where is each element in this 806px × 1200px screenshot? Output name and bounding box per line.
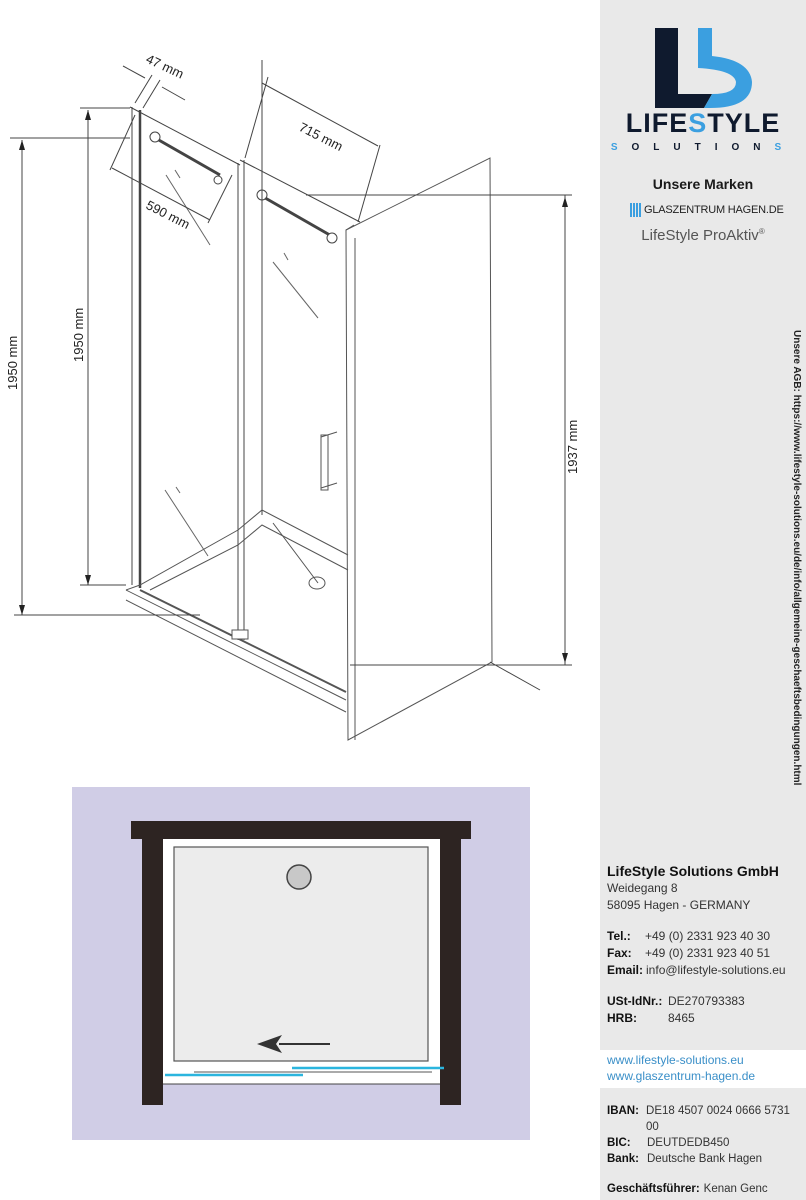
top-rail <box>130 107 360 243</box>
tel-label: Tel.: <box>607 929 631 943</box>
agb-text[interactable]: Unsere AGB: https://www.lifestyle-solutions.eu/de/info/allgemeine-geschaeftsbedingungen.html <box>791 330 802 786</box>
logo-wordmark: LIFESTYLE <box>625 108 781 138</box>
hrb-row <box>607 1010 802 1027</box>
vat-label: USt-IdNr.: <box>607 994 663 1008</box>
agb-link[interactable] <box>788 330 802 786</box>
bank-row <box>607 1151 802 1167</box>
glass-reflections <box>165 170 318 556</box>
hrb-label: HRB: <box>607 1011 637 1025</box>
tel-row <box>607 928 802 945</box>
glaszentrum-logo-icon <box>630 203 641 217</box>
iban-label: IBAN: <box>607 1105 639 1117</box>
door-frame <box>132 107 262 640</box>
dim-1950mm-inner: 1950 mm <box>71 307 86 362</box>
fax-row <box>607 945 802 962</box>
shower-tray <box>126 510 348 712</box>
door-handle <box>321 432 337 490</box>
email-label: Email: <box>607 963 644 977</box>
fax-label: Fax: <box>607 946 632 960</box>
company-name: LifeStyle Solutions GmbH <box>607 863 779 879</box>
brand-proaktiv <box>600 227 806 244</box>
company-city: 58095 Hagen - GERMANY <box>607 898 751 912</box>
iban-row <box>607 1103 802 1135</box>
websites <box>600 1050 806 1088</box>
hrb-value: 8465 <box>668 1011 695 1025</box>
brands-title: Unsere Marken <box>652 176 754 192</box>
dim-590mm: 590 mm <box>143 197 193 232</box>
bank-info <box>607 1103 802 1197</box>
bank-value: Deutsche Bank Hagen <box>647 1153 763 1165</box>
ceo-label: Geschäftsführer: <box>607 1183 700 1195</box>
dim-47mm: 47 mm <box>143 51 187 82</box>
iban-value: DE18 4507 0024 0666 5731 00 <box>646 1105 790 1133</box>
ceo-value: Kenan Genc <box>703 1183 768 1195</box>
brand-proaktiv-label: LifeStyle ProAktiv <box>641 227 759 244</box>
floor-plan <box>72 787 530 1140</box>
email-row <box>607 962 802 979</box>
vat-row <box>607 993 802 1010</box>
website-link-glaszentrum[interactable]: www.glaszentrum-hagen.de <box>607 1069 756 1083</box>
bic-value: DEUTDEDB450 <box>647 1137 730 1149</box>
bic-row <box>607 1135 802 1151</box>
email-value[interactable]: info@lifestyle-solutions.eu <box>646 963 786 977</box>
lifestyle-solutions-logo <box>600 20 806 160</box>
tel-value[interactable]: +49 (0) 2331 923 40 30 <box>645 929 771 943</box>
dim-1937mm: 1937 mm <box>565 419 580 474</box>
dim-1950mm-outer: 1950 mm <box>5 335 20 390</box>
shower-technical-drawing <box>0 0 600 760</box>
brand-glaszentrum-label: GLASZENTRUM HAGEN.DE <box>644 204 784 216</box>
website-link-lifestyle[interactable]: www.lifestyle-solutions.eu <box>607 1053 744 1067</box>
side-panel <box>346 158 492 740</box>
company-street: Weidegang 8 <box>607 881 678 895</box>
drain-icon <box>287 865 311 889</box>
vat-value: DE270793383 <box>668 994 745 1008</box>
registered-mark: ® <box>758 227 765 236</box>
company-info <box>607 863 802 1027</box>
logo-subtitle: SOLUTIONS <box>610 142 796 153</box>
ceo-row <box>607 1181 802 1197</box>
bank-label: Bank: <box>607 1153 639 1165</box>
bic-label: BIC: <box>607 1137 631 1149</box>
fax-value: +49 (0) 2331 923 40 51 <box>645 946 771 960</box>
brand-glaszentrum <box>630 203 784 217</box>
dim-715mm: 715 mm <box>296 119 346 154</box>
